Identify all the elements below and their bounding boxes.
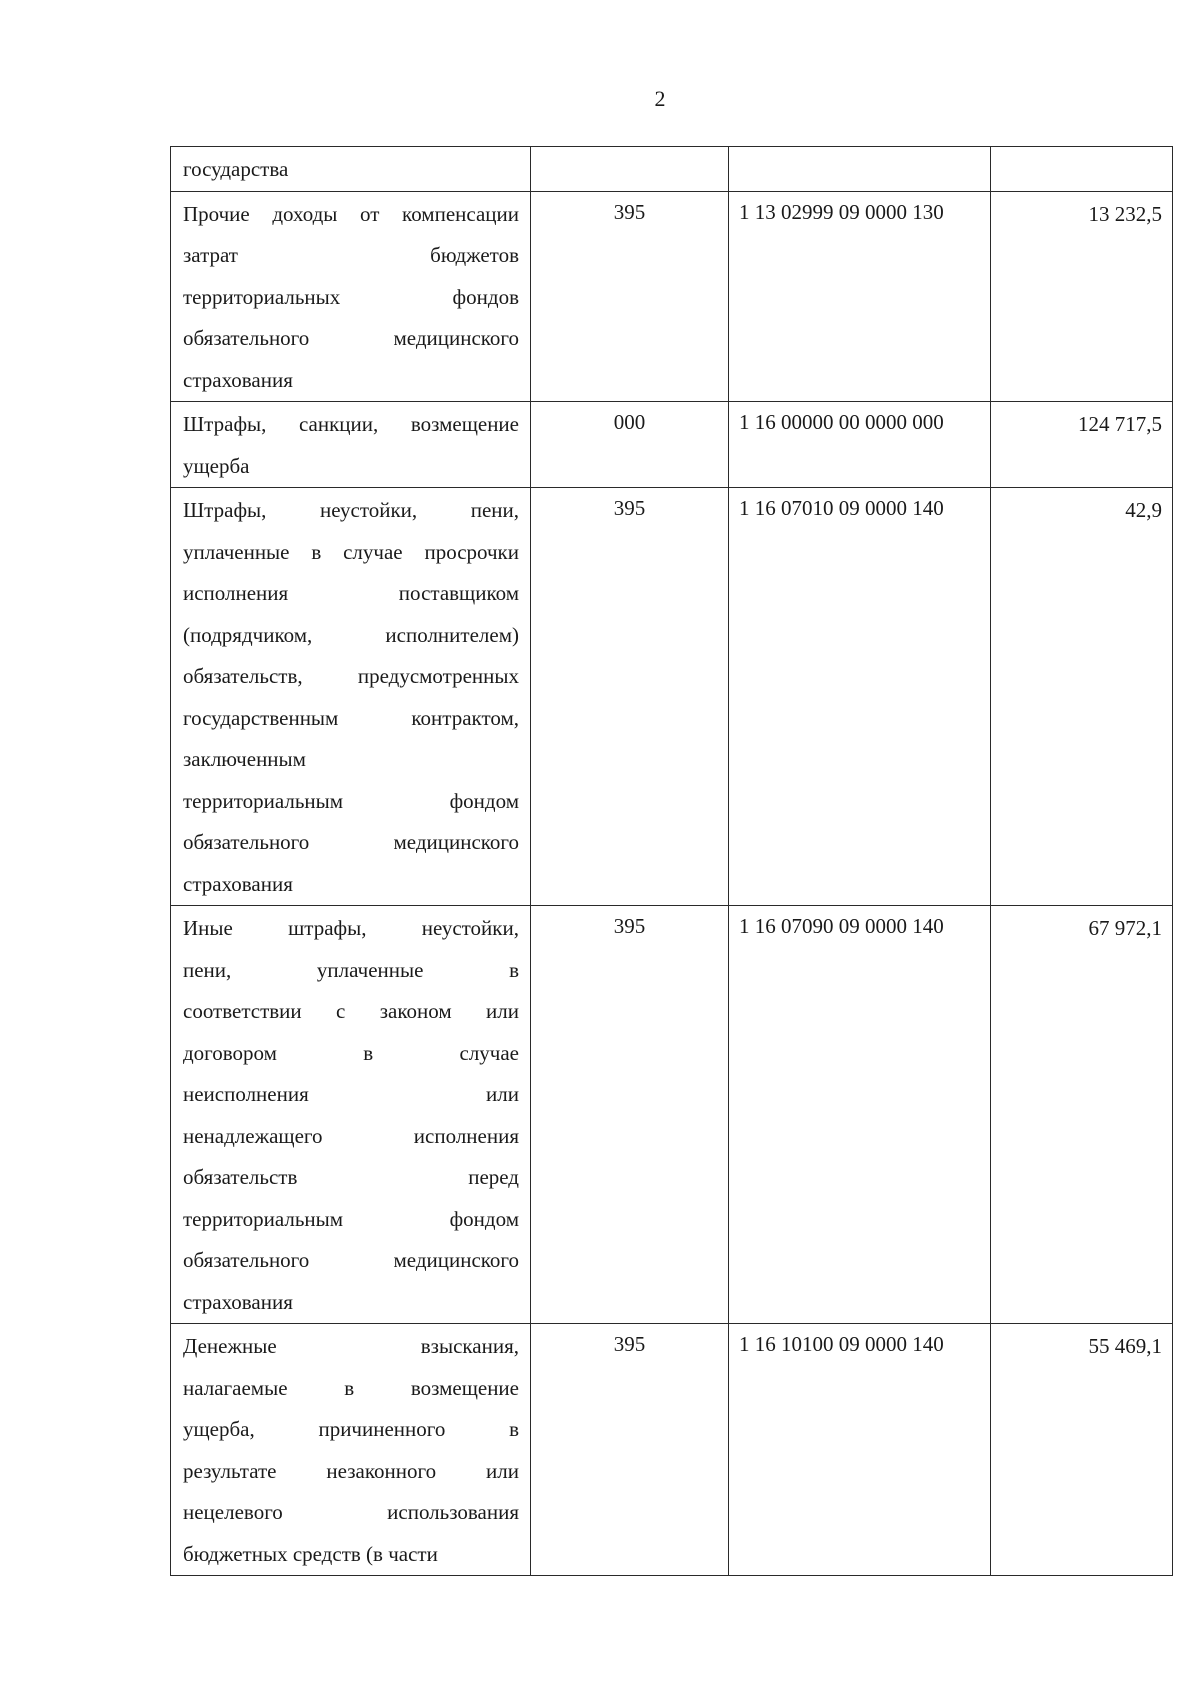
- revenue-name-line: Прочие доходы от компенсации: [183, 201, 519, 226]
- revenue-name-line: ущерба, причиненного в: [183, 1417, 519, 1441]
- revenue-name-line: обязательного медицинского: [183, 830, 519, 854]
- page-number: 2: [654, 86, 666, 111]
- revenue-name-line: страхования: [183, 871, 293, 896]
- amount-cell: 55 469,1: [991, 1324, 1173, 1576]
- admin-code-cell: 395: [531, 1324, 729, 1576]
- revenue-name-line: государственным контрактом,: [183, 705, 519, 730]
- revenue-name-line: бюджетных средств (в части: [183, 1541, 438, 1566]
- amount-cell: 13 232,5: [991, 191, 1173, 402]
- budget-classification-code-cell: 1 13 02999 09 0000 130: [729, 191, 991, 402]
- revenue-name-line: Штрафы, санкции, возмещение: [183, 412, 519, 436]
- revenue-name-line: страхования: [183, 367, 293, 392]
- budget-classification-code-cell: 1 16 07010 09 0000 140: [729, 488, 991, 906]
- revenue-name-line: государства: [183, 157, 289, 181]
- revenue-name-line: Штрафы, неустойки, пени,: [183, 498, 519, 522]
- revenue-name-line: исполнения поставщиком: [183, 581, 519, 605]
- admin-code-cell: 000: [531, 402, 729, 488]
- budget-classification-code-cell: 1 16 10100 09 0000 140: [729, 1324, 991, 1576]
- amount-cell: 42,9: [991, 488, 1173, 906]
- revenue-name-line: территориальным фондом: [183, 788, 519, 813]
- revenue-name-line: страхования: [183, 1289, 293, 1314]
- admin-code-cell: 395: [531, 191, 729, 402]
- revenue-name-line: обязательного медицинского: [183, 1248, 519, 1272]
- budget-classification-code-cell: 1 16 07090 09 0000 140: [729, 906, 991, 1324]
- table-row: [171, 488, 1173, 906]
- revenue-name-line: обязательств перед: [183, 1165, 519, 1189]
- revenue-name-cell: [171, 488, 531, 906]
- budget-classification-code-cell: 1 16 00000 00 0000 000: [729, 402, 991, 488]
- revenue-name-cell: [171, 191, 531, 402]
- revenue-name-line: договором в случае: [183, 1040, 519, 1065]
- revenue-name-line: пени, уплаченные в: [183, 957, 519, 982]
- revenue-name-line: неисполнения или: [183, 1082, 519, 1106]
- revenue-name-line: ущерба: [183, 453, 250, 478]
- revenue-name-line: нецелевого использования: [183, 1500, 519, 1524]
- revenue-name-cell: [171, 906, 531, 1324]
- revenue-name-cell: [171, 1324, 531, 1576]
- revenue-name-line: уплаченные в случае просрочки: [183, 539, 519, 564]
- revenue-name-line: Денежные взыскания,: [183, 1334, 519, 1358]
- table-row: [171, 906, 1173, 1324]
- table-row: [171, 1324, 1173, 1576]
- amount-cell: [991, 147, 1173, 192]
- revenue-name-cell: [171, 402, 531, 488]
- revenue-name-line: территориальных фондов: [183, 284, 519, 309]
- table-row: [171, 147, 1173, 192]
- amount-cell: 67 972,1: [991, 906, 1173, 1324]
- revenue-name-line: налагаемые в возмещение: [183, 1375, 519, 1400]
- revenue-name-line: заключенным: [183, 747, 306, 771]
- admin-code-cell: 395: [531, 906, 729, 1324]
- revenue-name-line: Иные штрафы, неустойки,: [183, 916, 519, 940]
- revenue-table: [170, 146, 1173, 1576]
- revenue-name-line: обязательного медицинского: [183, 326, 519, 350]
- table-row: [171, 191, 1173, 402]
- revenue-name-line: обязательств, предусмотренных: [183, 664, 519, 688]
- admin-code-cell: [531, 147, 729, 192]
- revenue-name-line: территориальным фондом: [183, 1206, 519, 1231]
- revenue-name-line: соответствии с законом или: [183, 999, 519, 1023]
- table-row: [171, 402, 1173, 488]
- revenue-name-line: (подрядчиком, исполнителем): [183, 622, 519, 647]
- revenue-name-line: затрат бюджетов: [183, 243, 519, 267]
- budget-classification-code-cell: [729, 147, 991, 192]
- revenue-name-cell: [171, 147, 531, 192]
- revenue-name-line: результате незаконного или: [183, 1458, 519, 1483]
- revenue-name-line: ненадлежащего исполнения: [183, 1123, 519, 1148]
- table-body: [171, 147, 1173, 1576]
- amount-cell: 124 717,5: [991, 402, 1173, 488]
- admin-code-cell: 395: [531, 488, 729, 906]
